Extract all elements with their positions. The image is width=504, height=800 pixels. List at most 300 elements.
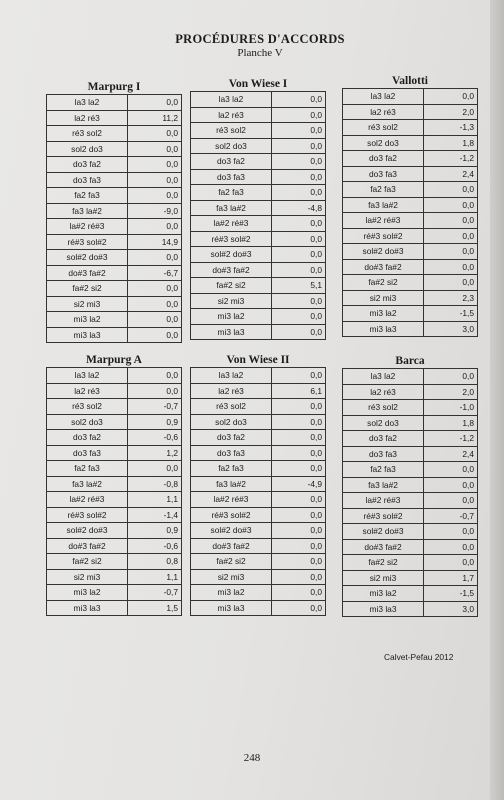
interval-name: la2 ré3 <box>47 383 128 399</box>
page-number: 248 <box>243 752 261 764</box>
interval-value: 0,0 <box>424 524 478 540</box>
table-row <box>343 244 478 260</box>
table-row <box>191 430 326 446</box>
interval-value: 0,0 <box>272 554 326 570</box>
table-row <box>343 524 478 540</box>
table-row <box>191 247 326 263</box>
interval-value: 0,0 <box>424 477 478 493</box>
table-row <box>191 476 326 492</box>
interval-name: ré#3 sol#2 <box>191 507 272 523</box>
table-block <box>342 74 478 337</box>
table-row <box>47 414 182 430</box>
interval-name: ré3 sol2 <box>343 400 424 416</box>
table-row <box>191 399 326 415</box>
table-row <box>191 154 326 170</box>
interval-name: mi3 la3 <box>47 327 128 343</box>
interval-value: 5,1 <box>272 278 326 294</box>
interval-name: ré3 sol2 <box>47 126 128 142</box>
interval-name: sol#2 do#3 <box>191 247 272 263</box>
interval-name: sol2 do3 <box>343 415 424 431</box>
interval-value: 0,0 <box>272 107 326 123</box>
table-title: Marpurg I <box>87 81 141 93</box>
table-row <box>47 383 182 399</box>
interval-name: sol#2 do#3 <box>191 523 272 539</box>
table-row <box>47 399 182 415</box>
interval-value: 0,9 <box>128 523 182 539</box>
interval-name: fa3 la#2 <box>47 203 128 219</box>
table-row <box>343 228 478 244</box>
table-row <box>343 446 478 462</box>
interval-name: fa2 fa3 <box>47 188 128 204</box>
interval-name: la3 la2 <box>191 368 272 384</box>
page-title: PROCÉDURES D'ACCORDS <box>175 32 345 46</box>
interval-name: ré3 sol2 <box>191 399 272 415</box>
table-row <box>343 306 478 322</box>
interval-name: la3 la2 <box>343 89 424 105</box>
interval-value: 0,0 <box>424 539 478 555</box>
interval-value: 0,0 <box>128 368 182 384</box>
table-row <box>47 188 182 204</box>
table-row <box>191 554 326 570</box>
interval-value: 0,0 <box>128 281 182 297</box>
table-row <box>191 492 326 508</box>
interval-value: 0,0 <box>272 585 326 601</box>
table-row <box>47 554 182 570</box>
interval-value: 0,0 <box>272 293 326 309</box>
table-row <box>343 259 478 275</box>
table-row <box>191 585 326 601</box>
interval-name: sol#2 do#3 <box>47 523 128 539</box>
interval-name: fa#2 si2 <box>47 281 128 297</box>
interval-name: fa2 fa3 <box>343 182 424 198</box>
interval-name: ré3 sol2 <box>191 123 272 139</box>
interval-value: 0,0 <box>424 275 478 291</box>
interval-value: 2,3 <box>424 290 478 306</box>
interval-name: do3 fa2 <box>191 430 272 446</box>
table-row <box>343 369 478 385</box>
table-row <box>47 461 182 477</box>
interval-value: 0,0 <box>272 538 326 554</box>
interval-value: 0,0 <box>128 296 182 312</box>
interval-value: 0,0 <box>272 123 326 139</box>
interval-name: do#3 fa#2 <box>191 262 272 278</box>
table-row <box>343 275 478 291</box>
tuning-table <box>190 367 326 616</box>
interval-value: 0,0 <box>128 126 182 142</box>
interval-value: 3,0 <box>424 321 478 337</box>
interval-value: 0,0 <box>424 259 478 275</box>
table-row <box>47 141 182 157</box>
interval-name: mi3 la2 <box>191 585 272 601</box>
interval-name: sol#2 do#3 <box>343 244 424 260</box>
interval-name: la#2 ré#3 <box>343 213 424 229</box>
interval-value: 1,1 <box>128 569 182 585</box>
table-row <box>343 586 478 602</box>
interval-value: 0,9 <box>128 414 182 430</box>
interval-name: ré3 sol2 <box>47 399 128 415</box>
interval-value: 0,0 <box>272 216 326 232</box>
interval-value: -0,8 <box>128 476 182 492</box>
interval-name: mi3 la2 <box>47 312 128 328</box>
interval-value: 0,0 <box>272 247 326 263</box>
interval-name: mi3 la2 <box>191 309 272 325</box>
table-row <box>191 309 326 325</box>
interval-name: la2 ré3 <box>191 383 272 399</box>
interval-name: mi3 la3 <box>343 601 424 617</box>
interval-name: fa3 la#2 <box>191 476 272 492</box>
interval-name: do#3 fa#2 <box>47 265 128 281</box>
table-row <box>47 476 182 492</box>
interval-value: -1,3 <box>424 120 478 136</box>
tuning-table <box>342 88 478 337</box>
table-row <box>191 123 326 139</box>
interval-value: 1,5 <box>128 600 182 616</box>
interval-name: si2 mi3 <box>343 570 424 586</box>
table-row <box>47 126 182 142</box>
interval-name: si2 mi3 <box>47 569 128 585</box>
interval-name: do#3 fa#2 <box>343 259 424 275</box>
interval-value: 0,0 <box>424 555 478 571</box>
interval-value: 1,2 <box>128 445 182 461</box>
table-row <box>191 445 326 461</box>
interval-value: -1,2 <box>424 151 478 167</box>
interval-value: 0,0 <box>272 399 326 415</box>
interval-value: 0,0 <box>128 172 182 188</box>
table-row <box>343 384 478 400</box>
interval-value: -4,8 <box>272 200 326 216</box>
interval-name: ré#3 sol#2 <box>343 508 424 524</box>
interval-value: -4,9 <box>272 476 326 492</box>
interval-name: sol2 do3 <box>47 141 128 157</box>
interval-value: 0,0 <box>272 309 326 325</box>
interval-value: 0,0 <box>272 569 326 585</box>
interval-value: 0,0 <box>272 445 326 461</box>
interval-value: 1,8 <box>424 415 478 431</box>
tuning-table <box>46 367 182 616</box>
interval-value: -0,7 <box>128 585 182 601</box>
table-row <box>47 327 182 343</box>
table-row <box>343 182 478 198</box>
interval-name: fa2 fa3 <box>47 461 128 477</box>
table-row <box>47 203 182 219</box>
table-row <box>343 539 478 555</box>
table-row <box>343 135 478 151</box>
table-row <box>343 213 478 229</box>
table-row <box>47 538 182 554</box>
interval-name: do3 fa3 <box>343 166 424 182</box>
interval-name: do3 fa2 <box>47 157 128 173</box>
interval-value: 0,0 <box>272 430 326 446</box>
interval-value: 0,0 <box>424 89 478 105</box>
interval-name: sol#2 do#3 <box>343 524 424 540</box>
page-edge <box>490 0 504 800</box>
interval-name: fa3 la#2 <box>191 200 272 216</box>
table-row <box>343 120 478 136</box>
interval-value: -0,7 <box>128 399 182 415</box>
table-row <box>191 107 326 123</box>
tuning-table <box>342 368 478 617</box>
interval-value: -9,0 <box>128 203 182 219</box>
interval-value: 2,0 <box>424 104 478 120</box>
interval-value: 0,0 <box>272 138 326 154</box>
table-row <box>47 95 182 111</box>
interval-name: do3 fa3 <box>47 172 128 188</box>
interval-value: 0,0 <box>424 213 478 229</box>
interval-name: mi3 la3 <box>191 600 272 616</box>
table-row <box>191 278 326 294</box>
table-row <box>191 569 326 585</box>
interval-name: mi3 la2 <box>343 306 424 322</box>
tuning-table <box>190 91 326 340</box>
table-row <box>47 219 182 235</box>
interval-value: 0,0 <box>128 312 182 328</box>
interval-name: la#2 ré#3 <box>47 492 128 508</box>
interval-name: fa2 fa3 <box>343 462 424 478</box>
interval-name: la3 la2 <box>191 92 272 108</box>
interval-value: 0,8 <box>128 554 182 570</box>
interval-value: 0,0 <box>272 414 326 430</box>
interval-value: 2,0 <box>424 384 478 400</box>
interval-value: 0,0 <box>424 182 478 198</box>
interval-value: 0,0 <box>128 95 182 111</box>
interval-value: 0,0 <box>128 188 182 204</box>
interval-name: fa2 fa3 <box>191 185 272 201</box>
interval-name: fa#2 si2 <box>343 555 424 571</box>
interval-value: 2,4 <box>424 166 478 182</box>
interval-value: -1,5 <box>424 586 478 602</box>
table-block <box>46 80 182 343</box>
table-row <box>47 445 182 461</box>
interval-value: 0,0 <box>272 262 326 278</box>
interval-value: 0,0 <box>424 493 478 509</box>
table-block <box>190 353 326 616</box>
interval-value: 14,9 <box>128 234 182 250</box>
table-row <box>47 430 182 446</box>
interval-name: fa3 la#2 <box>47 476 128 492</box>
interval-value: 0,0 <box>128 219 182 235</box>
interval-name: fa#2 si2 <box>191 554 272 570</box>
interval-value: 0,0 <box>424 197 478 213</box>
interval-name: do3 fa3 <box>47 445 128 461</box>
interval-name: do#3 fa#2 <box>47 538 128 554</box>
table-title: Vallotti <box>392 75 428 87</box>
interval-value: 0,0 <box>272 154 326 170</box>
interval-name: la#2 ré#3 <box>343 493 424 509</box>
interval-value: 0,0 <box>128 250 182 266</box>
interval-value: 1,8 <box>424 135 478 151</box>
table-row <box>191 383 326 399</box>
table-row <box>47 569 182 585</box>
table-row <box>343 290 478 306</box>
interval-value: -0,6 <box>128 538 182 554</box>
interval-name: sol2 do3 <box>343 135 424 151</box>
table-row <box>343 400 478 416</box>
interval-value: 0,0 <box>272 92 326 108</box>
interval-name: la3 la2 <box>343 369 424 385</box>
interval-name: do3 fa3 <box>191 445 272 461</box>
interval-name: si2 mi3 <box>343 290 424 306</box>
table-row <box>47 523 182 539</box>
table-row <box>343 415 478 431</box>
interval-value: 0,0 <box>272 492 326 508</box>
table-row <box>47 492 182 508</box>
table-title: Marpurg A <box>86 354 142 366</box>
interval-name: fa2 fa3 <box>191 461 272 477</box>
interval-value: 3,0 <box>424 601 478 617</box>
table-row <box>191 507 326 523</box>
table-row <box>191 216 326 232</box>
interval-name: mi3 la3 <box>343 321 424 337</box>
interval-name: la3 la2 <box>47 368 128 384</box>
table-row <box>191 414 326 430</box>
table-row <box>191 368 326 384</box>
interval-name: ré#3 sol#2 <box>343 228 424 244</box>
page-subtitle: Planche V <box>237 47 283 59</box>
table-block <box>342 354 478 617</box>
table-row <box>191 523 326 539</box>
table-row <box>191 169 326 185</box>
table-row <box>47 600 182 616</box>
table-row <box>343 555 478 571</box>
table-row <box>47 265 182 281</box>
table-row <box>343 570 478 586</box>
interval-value: -0,7 <box>424 508 478 524</box>
interval-name: si2 mi3 <box>191 293 272 309</box>
table-row <box>47 296 182 312</box>
interval-name: sol2 do3 <box>47 414 128 430</box>
table-row <box>343 151 478 167</box>
interval-value: 0,0 <box>424 462 478 478</box>
interval-name: mi3 la2 <box>343 586 424 602</box>
interval-value: 0,0 <box>128 327 182 343</box>
interval-name: do3 fa2 <box>343 151 424 167</box>
interval-name: do3 fa3 <box>343 446 424 462</box>
interval-name: fa#2 si2 <box>343 275 424 291</box>
tuning-table <box>46 94 182 343</box>
interval-name: do#3 fa#2 <box>343 539 424 555</box>
interval-name: fa3 la#2 <box>343 477 424 493</box>
interval-value: -1,0 <box>424 400 478 416</box>
interval-name: si2 mi3 <box>191 569 272 585</box>
interval-value: 0,0 <box>128 141 182 157</box>
table-block <box>46 353 182 616</box>
table-row <box>343 431 478 447</box>
table-row <box>47 368 182 384</box>
interval-name: ré#3 sol#2 <box>47 507 128 523</box>
interval-name: mi3 la3 <box>47 600 128 616</box>
interval-name: la3 la2 <box>47 95 128 111</box>
interval-name: do3 fa2 <box>47 430 128 446</box>
interval-name: sol2 do3 <box>191 414 272 430</box>
table-row <box>191 600 326 616</box>
table-row <box>191 324 326 340</box>
table-row <box>191 461 326 477</box>
interval-name: la2 ré3 <box>191 107 272 123</box>
interval-value: -1,2 <box>424 431 478 447</box>
interval-value: 0,0 <box>424 244 478 260</box>
interval-name: do3 fa2 <box>343 431 424 447</box>
interval-value: 0,0 <box>272 600 326 616</box>
table-title: Barca <box>395 355 425 367</box>
table-row <box>343 477 478 493</box>
interval-name: ré#3 sol#2 <box>191 231 272 247</box>
interval-value: 0,0 <box>424 369 478 385</box>
interval-name: sol2 do3 <box>191 138 272 154</box>
interval-value: 0,0 <box>272 231 326 247</box>
interval-name: la2 ré3 <box>343 104 424 120</box>
table-row <box>343 462 478 478</box>
table-title: Von Wiese I <box>228 78 288 90</box>
interval-name: sol#2 do#3 <box>47 250 128 266</box>
interval-value: 6,1 <box>272 383 326 399</box>
table-row <box>47 281 182 297</box>
interval-name: fa3 la#2 <box>343 197 424 213</box>
table-row <box>343 89 478 105</box>
interval-name: mi3 la2 <box>47 585 128 601</box>
credit-text: Calvet-Pefau 2012 <box>384 652 454 662</box>
interval-name: do3 fa3 <box>191 169 272 185</box>
interval-value: 2,4 <box>424 446 478 462</box>
table-row <box>343 493 478 509</box>
table-row <box>191 231 326 247</box>
table-row <box>343 508 478 524</box>
table-row <box>47 250 182 266</box>
interval-name: mi3 la3 <box>191 324 272 340</box>
interval-value: 0,0 <box>128 157 182 173</box>
interval-value: 0,0 <box>424 228 478 244</box>
interval-name: ré3 sol2 <box>343 120 424 136</box>
interval-value: 0,0 <box>272 368 326 384</box>
interval-value: 1,1 <box>128 492 182 508</box>
interval-name: la2 ré3 <box>47 110 128 126</box>
interval-value: 0,0 <box>272 523 326 539</box>
interval-name: la2 ré3 <box>343 384 424 400</box>
interval-value: 0,0 <box>272 507 326 523</box>
interval-name: ré#3 sol#2 <box>47 234 128 250</box>
interval-value: -0,6 <box>128 430 182 446</box>
interval-name: fa#2 si2 <box>47 554 128 570</box>
interval-value: 0,0 <box>128 383 182 399</box>
interval-value: 11,2 <box>128 110 182 126</box>
table-row <box>343 166 478 182</box>
interval-name: do3 fa2 <box>191 154 272 170</box>
table-row <box>47 172 182 188</box>
interval-name: la#2 ré#3 <box>191 216 272 232</box>
interval-value: 0,0 <box>272 461 326 477</box>
table-row <box>191 92 326 108</box>
interval-name: si2 mi3 <box>47 296 128 312</box>
table-row <box>47 507 182 523</box>
table-row <box>191 538 326 554</box>
interval-value: 0,0 <box>272 324 326 340</box>
interval-value: 0,0 <box>128 461 182 477</box>
table-row <box>343 197 478 213</box>
interval-value: -6,7 <box>128 265 182 281</box>
interval-name: la#2 ré#3 <box>191 492 272 508</box>
interval-name: fa#2 si2 <box>191 278 272 294</box>
table-row <box>47 110 182 126</box>
table-row <box>343 601 478 617</box>
interval-name: la#2 ré#3 <box>47 219 128 235</box>
table-row <box>191 262 326 278</box>
table-row <box>191 293 326 309</box>
interval-value: 0,0 <box>272 169 326 185</box>
interval-value: -1,5 <box>424 306 478 322</box>
interval-value: 0,0 <box>272 185 326 201</box>
table-row <box>191 185 326 201</box>
table-row <box>47 234 182 250</box>
interval-value: 1,7 <box>424 570 478 586</box>
